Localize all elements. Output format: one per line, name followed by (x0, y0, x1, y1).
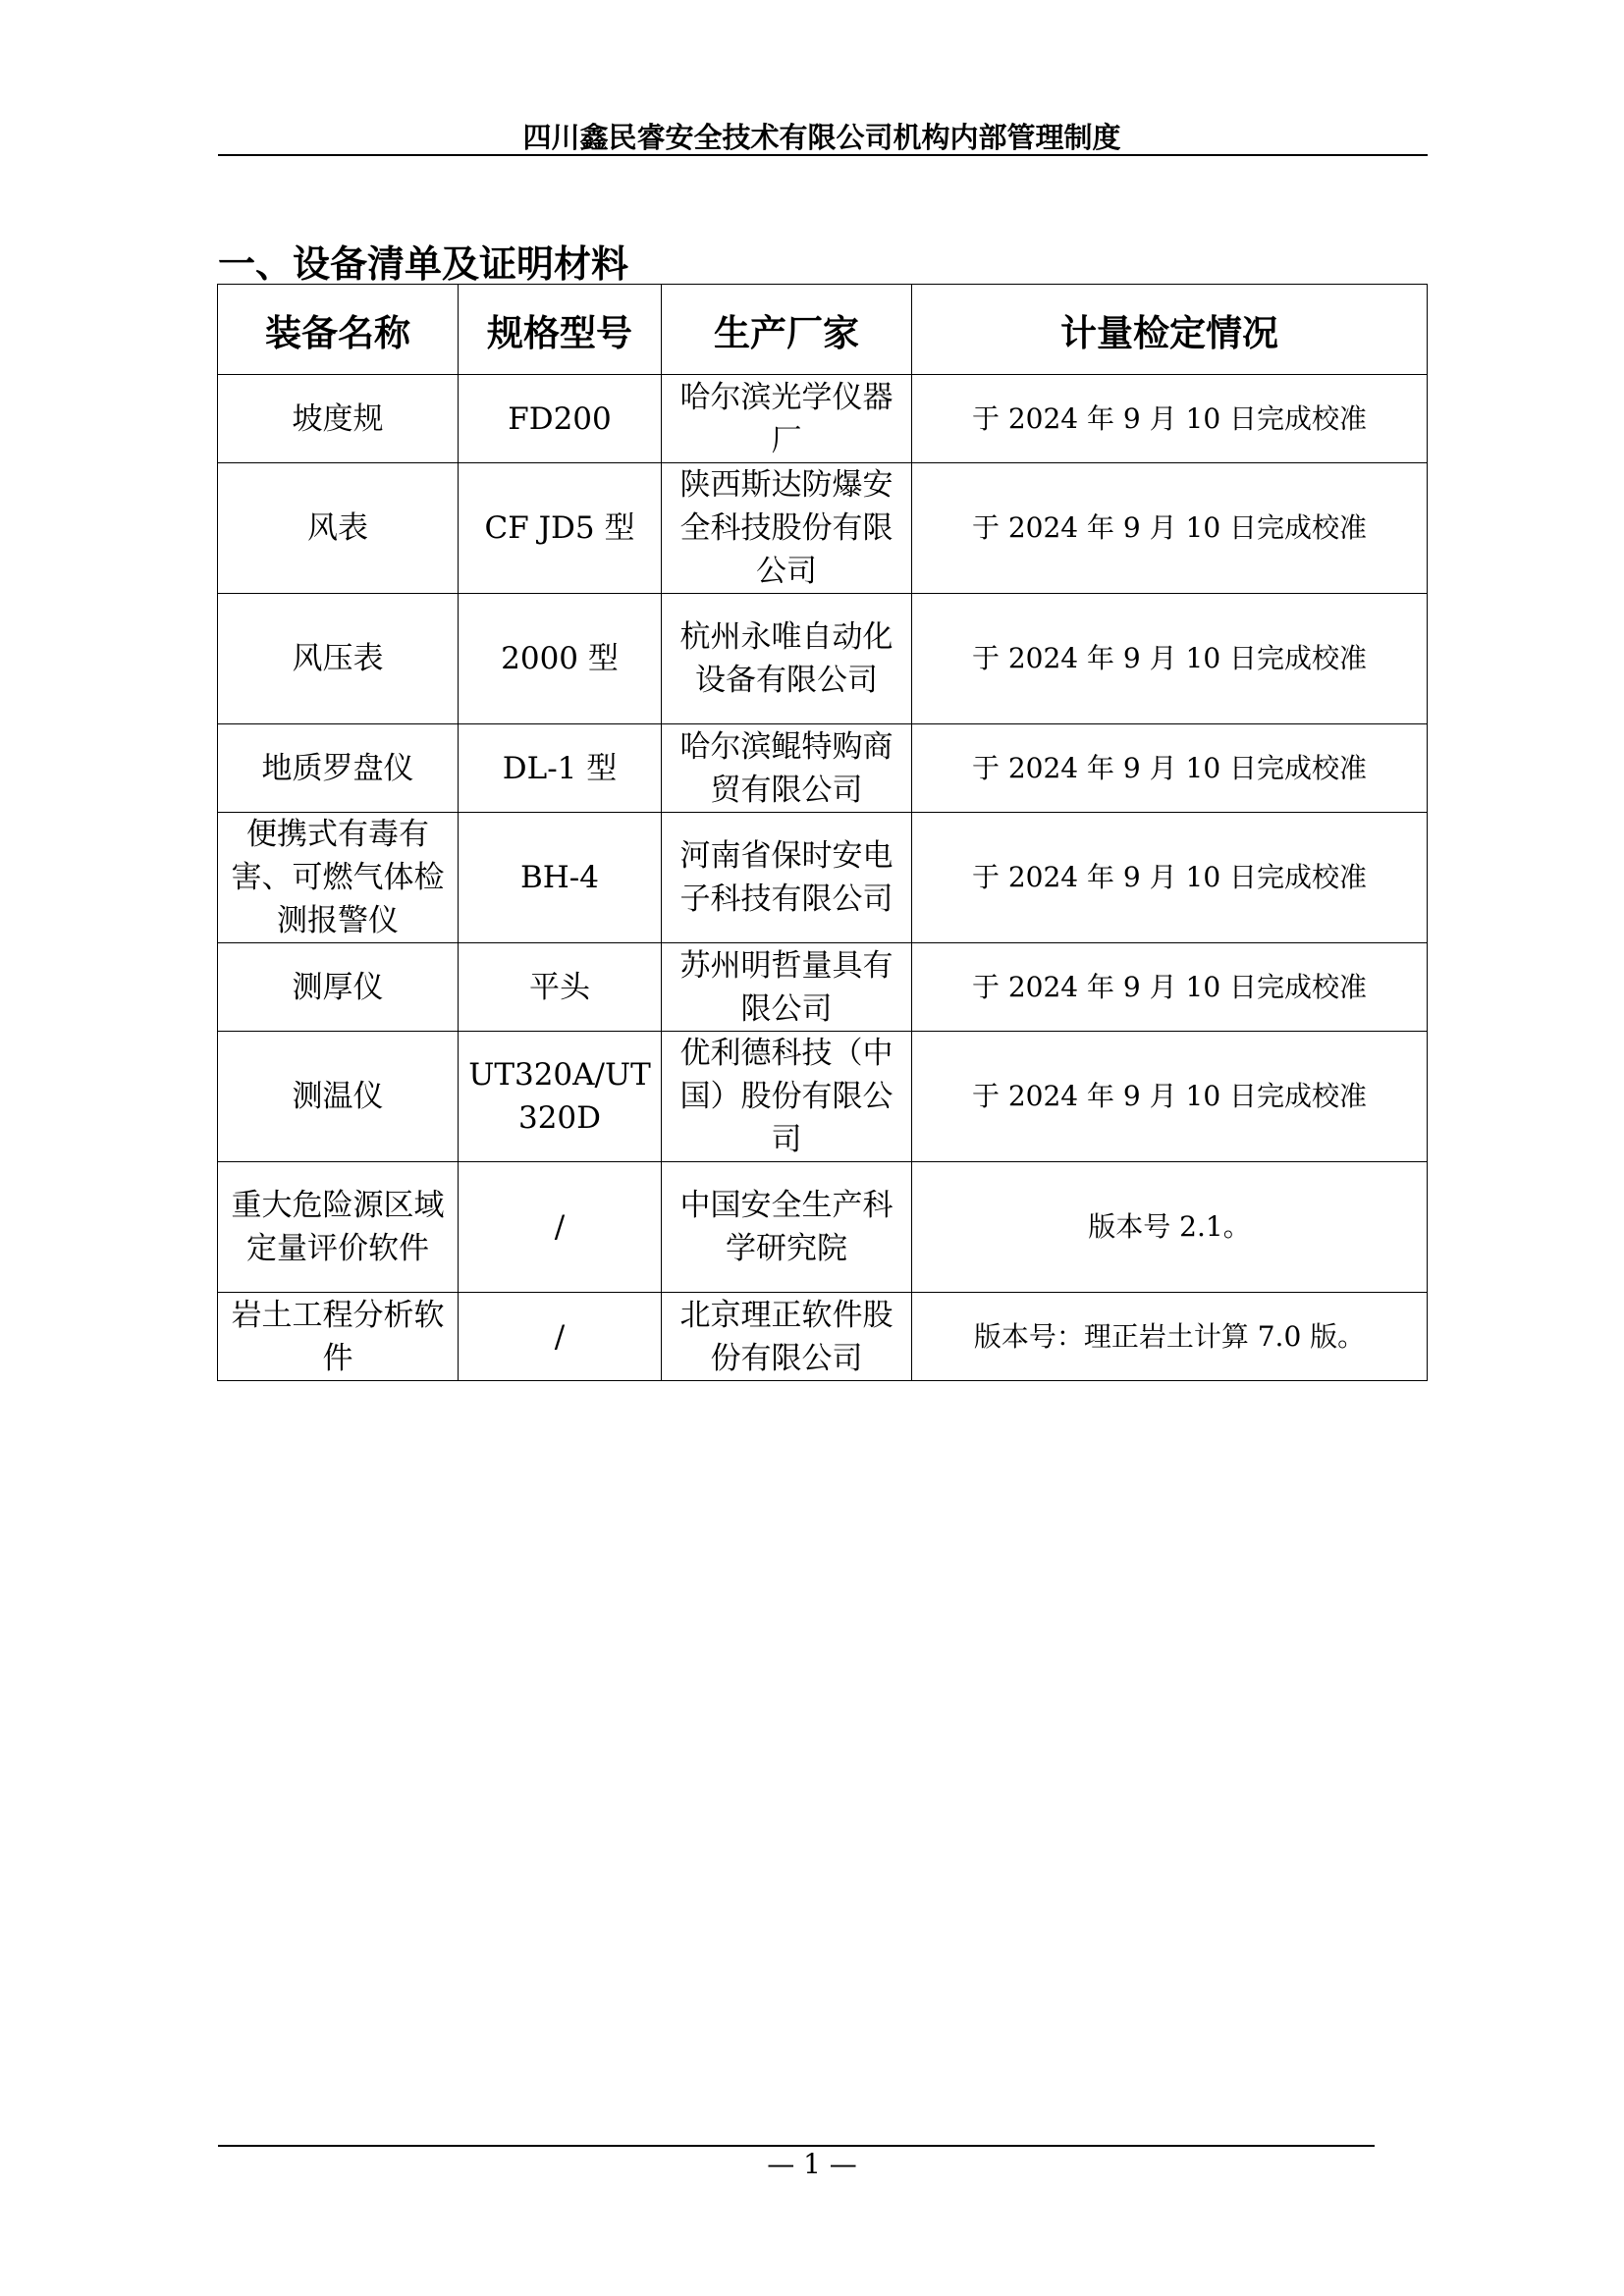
cell-calibration: 于 2024 年 9 月 10 日完成校准 (912, 463, 1428, 594)
cell-calibration: 于 2024 年 9 月 10 日完成校准 (912, 943, 1428, 1032)
cell-equipment-name: 测温仪 (218, 1032, 459, 1162)
cell-equipment-name: 风表 (218, 463, 459, 594)
cell-manufacturer: 中国安全生产科学研究院 (662, 1162, 912, 1293)
table-row (218, 1162, 1428, 1293)
cell-manufacturer: 河南省保时安电子科技有限公司 (662, 813, 912, 943)
cell-calibration: 版本号：理正岩土计算 7.0 版。 (912, 1293, 1428, 1381)
cell-manufacturer: 优利德科技（中国）股份有限公司 (662, 1032, 912, 1162)
equipment-table (217, 284, 1428, 1381)
table-row (218, 1293, 1428, 1381)
section-heading: 一、设备清单及证明材料 (218, 242, 629, 286)
cell-equipment-name: 重大危险源区域定量评价软件 (218, 1162, 459, 1293)
cell-calibration: 于 2024 年 9 月 10 日完成校准 (912, 724, 1428, 813)
cell-equipment-name: 岩土工程分析软件 (218, 1293, 459, 1381)
cell-model: / (459, 1162, 662, 1293)
page-number: — 1 — (767, 2148, 857, 2180)
cell-equipment-name: 测厚仪 (218, 943, 459, 1032)
table-row (218, 594, 1428, 724)
cell-equipment-name: 便携式有毒有害、可燃气体检测报警仪 (218, 813, 459, 943)
cell-equipment-name: 地质罗盘仪 (218, 724, 459, 813)
cell-manufacturer: 哈尔滨光学仪器厂 (662, 375, 912, 463)
header-manufacturer: 生产厂家 (662, 285, 912, 375)
cell-model: BH-4 (459, 813, 662, 943)
cell-calibration: 于 2024 年 9 月 10 日完成校准 (912, 594, 1428, 724)
cell-model: DL-1 型 (459, 724, 662, 813)
header-calibration: 计量检定情况 (912, 285, 1428, 375)
table-row (218, 1032, 1428, 1162)
cell-model: / (459, 1293, 662, 1381)
cell-manufacturer: 北京理正软件股份有限公司 (662, 1293, 912, 1381)
cell-equipment-name: 坡度规 (218, 375, 459, 463)
header-divider (218, 154, 1428, 156)
table-row (218, 375, 1428, 463)
table-row (218, 943, 1428, 1032)
cell-calibration: 于 2024 年 9 月 10 日完成校准 (912, 813, 1428, 943)
table-row (218, 724, 1428, 813)
cell-model: 平头 (459, 943, 662, 1032)
table-row (218, 463, 1428, 594)
cell-manufacturer: 苏州明哲量具有限公司 (662, 943, 912, 1032)
cell-model: 2000 型 (459, 594, 662, 724)
cell-calibration: 于 2024 年 9 月 10 日完成校准 (912, 375, 1428, 463)
footer-divider (218, 2145, 1375, 2147)
cell-manufacturer: 哈尔滨鲲特购商贸有限公司 (662, 724, 912, 813)
cell-equipment-name: 风压表 (218, 594, 459, 724)
table-header-row (218, 285, 1428, 375)
cell-calibration: 版本号 2.1。 (912, 1162, 1428, 1293)
header-equipment-name: 装备名称 (218, 285, 459, 375)
cell-manufacturer: 杭州永唯自动化设备有限公司 (662, 594, 912, 724)
cell-calibration: 于 2024 年 9 月 10 日完成校准 (912, 1032, 1428, 1162)
document-header-title: 四川鑫民睿安全技术有限公司机构内部管理制度 (522, 121, 1121, 154)
cell-model: CF JD5 型 (459, 463, 662, 594)
cell-model: FD200 (459, 375, 662, 463)
header-model: 规格型号 (459, 285, 662, 375)
table-row (218, 813, 1428, 943)
cell-manufacturer: 陕西斯达防爆安全科技股份有限公司 (662, 463, 912, 594)
cell-model: UT320A/UT320D (459, 1032, 662, 1162)
